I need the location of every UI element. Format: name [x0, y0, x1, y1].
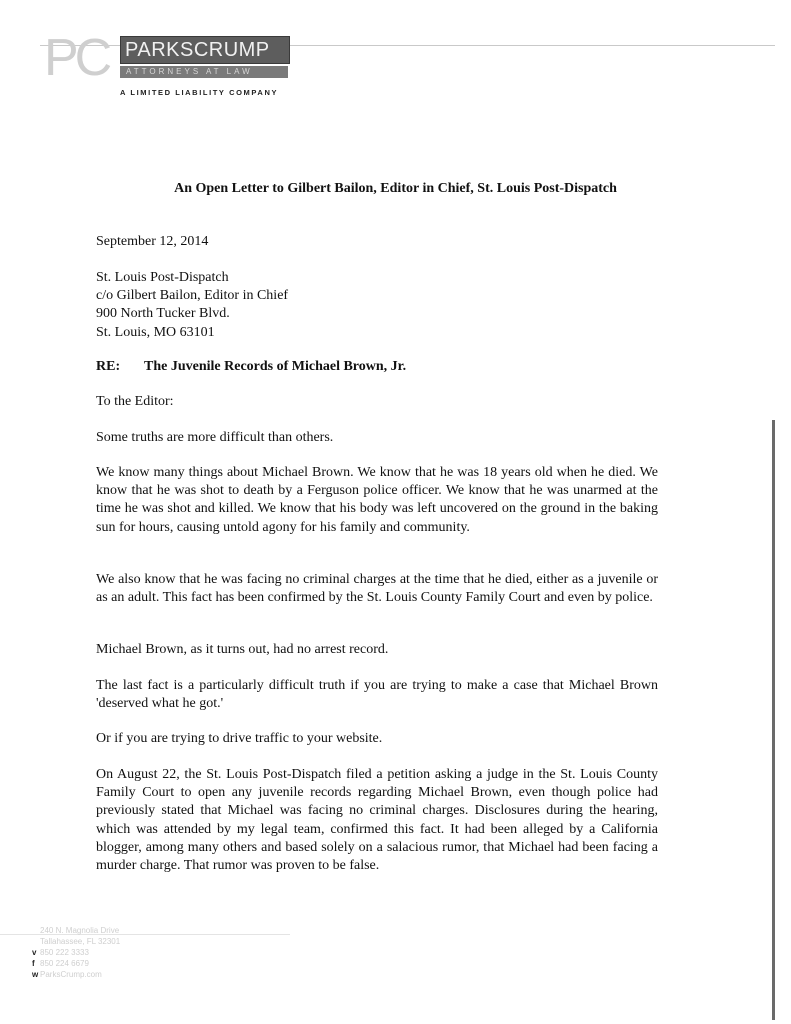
- footer-fax: 850 224 6679: [40, 959, 89, 968]
- footer-street: 240 N. Magnolia Drive: [40, 926, 120, 935]
- firm-name: PARKSCRUMP: [125, 39, 270, 61]
- re-label: RE:: [96, 359, 121, 374]
- re-line: [96, 358, 658, 376]
- logo-mark: PC: [44, 29, 109, 87]
- address-line: St. Louis Post-Dispatch: [96, 270, 229, 285]
- paragraph: We know many things about Michael Brown. We know that he was 18 years old when he died. We know that he was shot to death by a Ferguson police officer. We know that he was unarmed at the time he was shot and killed. We know that his body was left uncovered on the ground in the baking sun for hours, causing untold agony for his family and community.: [96, 465, 658, 535]
- footer-phone: 850 222 3333: [40, 948, 89, 957]
- phone-label: v: [32, 948, 37, 957]
- logo-brand-box: [120, 36, 290, 64]
- address-line: c/o Gilbert Bailon, Editor in Chief: [96, 288, 289, 304]
- paragraph: We also know that he was facing no criminal charges at the time that he died, either as a juvenile or as an adult. This fact has been confirmed by the St. Louis County Family Court and even by police.: [96, 572, 658, 606]
- scan-edge-line: [772, 420, 775, 1020]
- salutation: To the Editor:: [96, 394, 174, 409]
- paragraph: The last fact is a particularly difficult truth if you are trying to make a case that Michael Brown 'deserved what he got.': [96, 678, 658, 712]
- letter-title: An Open Letter to Gilbert Bailon, Editor in Chief, St. Louis Post-Dispatch: [174, 181, 617, 196]
- footer-contact: [32, 925, 120, 980]
- paragraph: Or if you are trying to drive traffic to your website.: [96, 731, 383, 746]
- paragraph: Michael Brown, as it turns out, had no arrest record.: [96, 642, 389, 657]
- paragraph: On August 22, the St. Louis Post-Dispatch filed a petition asking a judge in the St. Louis County Family Court to open any juvenile records regarding Michael Brown, even though police had previously stated that Michael was facing no criminal charges. Disclosures during the hearing, which was attended by my legal team, confirmed this fact. It had been alleged by a California blogger, among many others and based solely on a salacious rumor, that Michael had been facing a murder charge. That rumor was proven to be false.: [96, 767, 658, 874]
- web-label: w: [32, 970, 39, 979]
- fax-label: f: [32, 959, 35, 968]
- address-line: 900 North Tucker Blvd.: [96, 306, 230, 322]
- recipient-address: [96, 269, 658, 342]
- footer-web: ParksCrump.com: [40, 970, 102, 979]
- paragraph: Some truths are more difficult than others.: [96, 430, 334, 445]
- address-line: St. Louis, MO 63101: [96, 324, 215, 340]
- firm-subtitle: ATTORNEYS AT LAW: [126, 67, 253, 76]
- footer-city: Tallahassee, FL 32301: [40, 937, 121, 946]
- llc-line: A LIMITED LIABILITY COMPANY: [120, 88, 279, 97]
- re-subject: The Juvenile Records of Michael Brown, Jr.: [144, 359, 407, 374]
- logo-subtitle-bar: [120, 66, 288, 78]
- letter-date: September 12, 2014: [96, 234, 209, 249]
